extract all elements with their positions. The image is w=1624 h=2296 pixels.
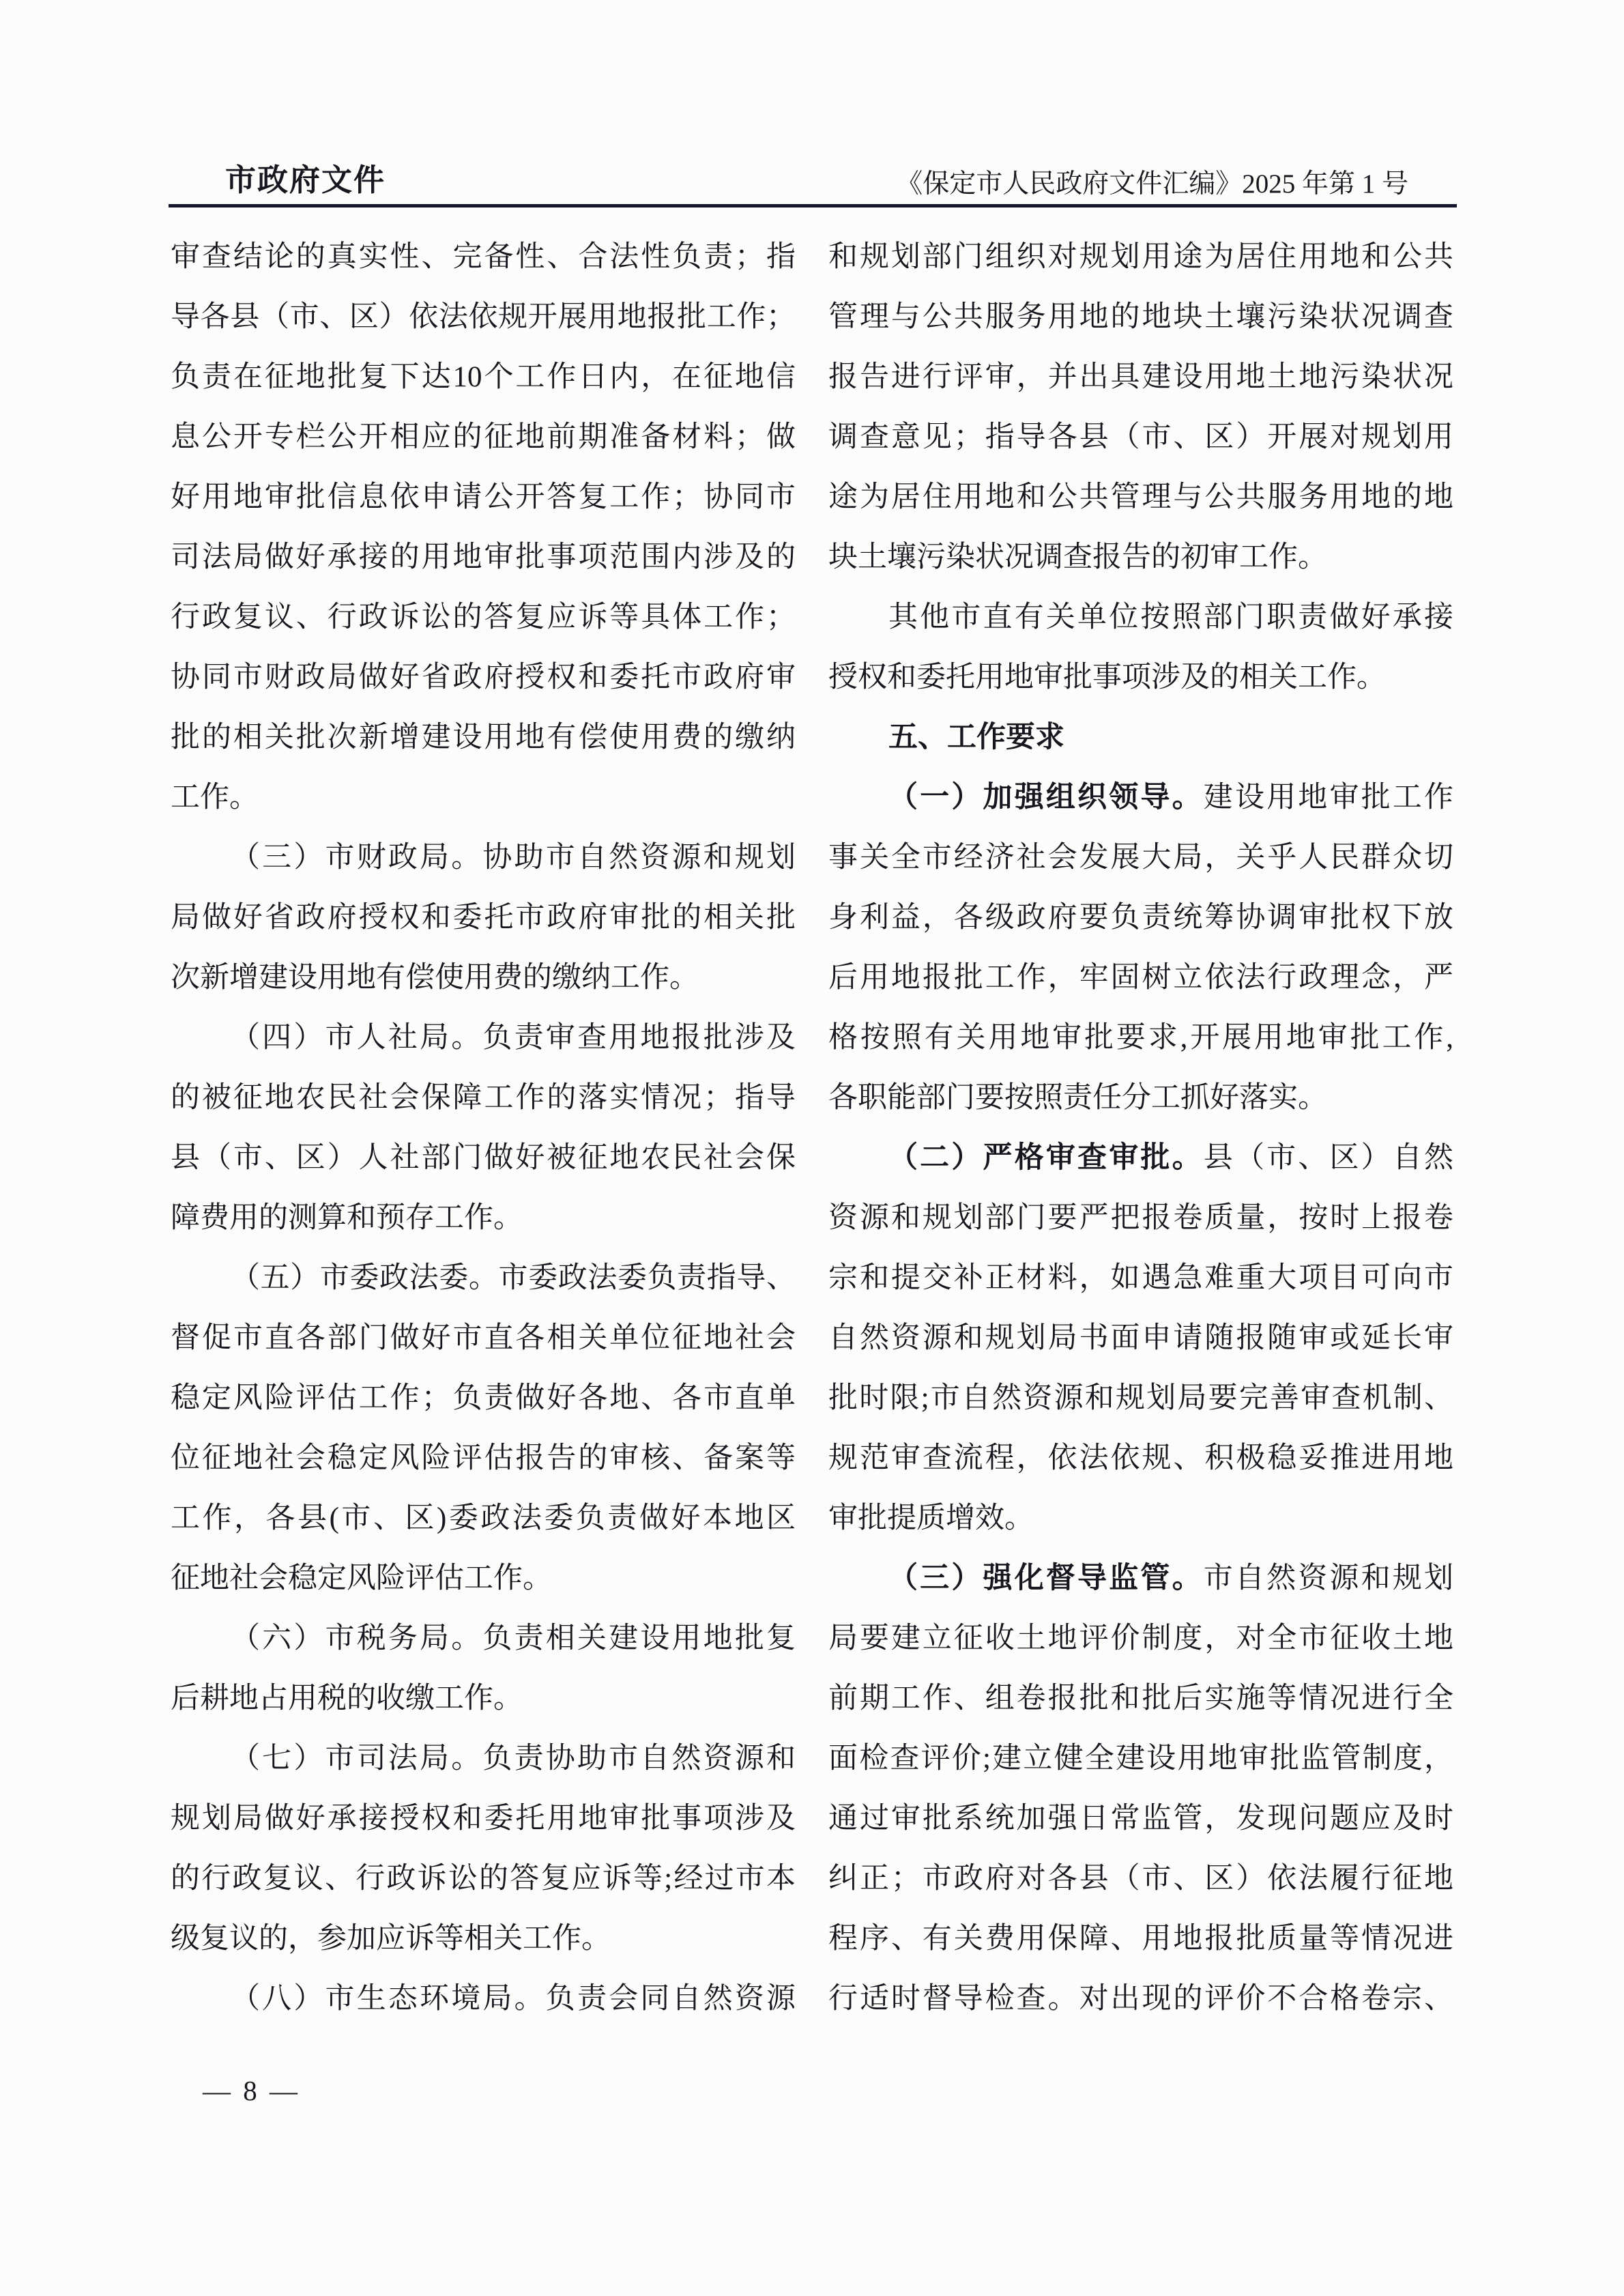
text-segment: 协助市自然资源和规划 bbox=[482, 842, 796, 874]
text-segment: （三）强化督导监管。 bbox=[888, 1562, 1204, 1594]
text-line bbox=[171, 407, 796, 468]
text-line bbox=[828, 227, 1453, 287]
text-segment: （三）市财政局。 bbox=[231, 842, 483, 874]
text-line bbox=[828, 1549, 1453, 1609]
text-segment: 前期工作、组卷报批和批后实施等情况进行全 bbox=[828, 1682, 1453, 1714]
text-segment: 市自然资源和规划 bbox=[1203, 1562, 1454, 1594]
text-segment: 行适时督导检查。对出现的评价不合格卷宗、 bbox=[828, 1983, 1453, 2015]
text-segment: 后用地报批工作，牢固树立依法行政理念，严 bbox=[828, 962, 1453, 994]
text-line bbox=[828, 1609, 1453, 1669]
text-segment: 程序、有关费用保障、用地报批质量等情况进 bbox=[828, 1923, 1453, 1955]
text-segment: 批时限;市自然资源和规划局要完善审查机制、 bbox=[828, 1382, 1453, 1414]
text-segment: （五）市委政法委。 bbox=[231, 1262, 499, 1294]
text-segment: （一）加强组织领导。 bbox=[888, 781, 1204, 814]
text-segment: 导各县（市、区）依法依规开展用地报批工作； bbox=[171, 301, 796, 333]
text-segment: 调查意见；指导各县（市、区）开展对规划用 bbox=[828, 421, 1453, 453]
text-line bbox=[828, 407, 1453, 468]
text-segment: 县（市、区）自然 bbox=[1203, 1142, 1454, 1174]
page-number: — 8 — bbox=[203, 2075, 300, 2106]
text-line bbox=[828, 828, 1453, 888]
text-segment: 后耕地占用税的收缴工作。 bbox=[171, 1682, 523, 1714]
text-segment: 息公开专栏公开相应的征地前期准备材料；做 bbox=[171, 421, 796, 453]
text-line bbox=[171, 468, 796, 528]
text-line bbox=[171, 1549, 796, 1609]
text-line bbox=[828, 1248, 1453, 1308]
text-segment: （八）市生态环境局。 bbox=[231, 1983, 546, 2015]
text-line bbox=[171, 828, 796, 888]
text-line bbox=[828, 1188, 1453, 1248]
text-line bbox=[171, 1128, 796, 1188]
text-segment: （六）市税务局。 bbox=[231, 1622, 483, 1654]
text-line bbox=[828, 888, 1453, 948]
text-line bbox=[828, 1008, 1453, 1068]
text-line bbox=[171, 1849, 796, 1909]
text-line bbox=[171, 768, 796, 828]
text-segment: 管理与公共服务用地的地块土壤污染状况调查 bbox=[828, 301, 1453, 333]
text-segment: 障费用的测算和预存工作。 bbox=[171, 1202, 523, 1234]
text-segment: 批的相关批次新增建设用地有偿使用费的缴纳 bbox=[171, 721, 796, 754]
text-segment: 资源和规划部门要严把报卷质量，按时上报卷 bbox=[828, 1202, 1453, 1234]
text-line bbox=[828, 1789, 1453, 1849]
text-line bbox=[171, 1729, 796, 1789]
text-segment: 负责审查用地报批涉及 bbox=[482, 1022, 796, 1054]
text-segment: 规划局做好承接授权和委托用地审批事项涉及 bbox=[171, 1803, 796, 1835]
text-segment: 的被征地农民社会保障工作的落实情况；指导 bbox=[171, 1082, 796, 1114]
text-line bbox=[171, 1609, 796, 1669]
text-segment: 其他市直有关单位按照部门职责做好承接 bbox=[888, 601, 1453, 633]
text-line bbox=[828, 1128, 1453, 1188]
text-segment: 县（市、区）人社部门做好被征地农民社会保 bbox=[171, 1142, 796, 1174]
text-segment: 审查结论的真实性、完备性、合法性负责；指 bbox=[171, 241, 796, 273]
text-segment: 建设用地审批工作 bbox=[1203, 781, 1454, 814]
text-line bbox=[828, 1729, 1453, 1789]
text-segment: 协同市财政局做好省政府授权和委托市政府审 bbox=[171, 661, 796, 693]
text-segment: （二）严格审查审批。 bbox=[888, 1142, 1204, 1174]
text-line bbox=[171, 287, 796, 347]
text-line bbox=[828, 1429, 1453, 1489]
text-segment: 稳定风险评估工作；负责做好各地、各市直单 bbox=[171, 1382, 796, 1414]
text-line bbox=[828, 347, 1453, 407]
text-line bbox=[828, 1489, 1453, 1549]
text-segment: 自然资源和规划局书面申请随报随审或延长审 bbox=[828, 1322, 1453, 1354]
text-segment: 块土壤污染状况调查报告的初审工作。 bbox=[828, 541, 1327, 573]
text-segment: 好用地审批信息依申请公开答复工作；协同市 bbox=[171, 481, 796, 513]
text-line bbox=[171, 1669, 796, 1729]
header-right-title: 《保定市人民政府文件汇编》2025 年第 1 号 bbox=[896, 169, 1408, 199]
text-line bbox=[828, 468, 1453, 528]
text-segment: 局要建立征收土地评价制度，对全市征收土地 bbox=[828, 1622, 1453, 1654]
text-line bbox=[171, 227, 796, 287]
text-line bbox=[828, 1308, 1453, 1368]
text-line bbox=[828, 1909, 1453, 1969]
text-segment: 宗和提交补正材料，如遇急难重大项目可向市 bbox=[828, 1262, 1453, 1294]
text-segment: 工作。 bbox=[171, 781, 259, 814]
header-rule bbox=[169, 204, 1457, 207]
text-line bbox=[828, 588, 1453, 648]
text-line bbox=[828, 1969, 1453, 2029]
text-line bbox=[828, 528, 1453, 588]
body-column-left bbox=[171, 227, 796, 2029]
text-line bbox=[171, 1969, 796, 2029]
text-line bbox=[171, 1789, 796, 1849]
text-line bbox=[171, 1248, 796, 1308]
text-line bbox=[828, 1368, 1453, 1429]
text-segment: （七）市司法局。 bbox=[231, 1742, 483, 1775]
text-line bbox=[171, 1368, 796, 1429]
text-segment: 纠正；市政府对各县（市、区）依法履行征地 bbox=[828, 1863, 1453, 1895]
text-segment: 征地社会稳定风险评估工作。 bbox=[171, 1562, 552, 1594]
text-segment: 工作，各县(市、区)委政法委负责做好本地区 bbox=[171, 1502, 796, 1534]
text-segment: 规范审查流程，依法依规、积极稳妥推进用地 bbox=[828, 1442, 1453, 1474]
text-line bbox=[171, 948, 796, 1008]
text-line bbox=[171, 588, 796, 648]
body-column-right bbox=[828, 227, 1453, 2029]
text-segment: 督促市直各部门做好市直各相关单位征地社会 bbox=[171, 1322, 796, 1354]
text-line bbox=[171, 347, 796, 407]
text-line bbox=[171, 528, 796, 588]
text-line bbox=[828, 1068, 1453, 1128]
text-line bbox=[828, 1669, 1453, 1729]
text-line bbox=[171, 1489, 796, 1549]
text-line bbox=[171, 708, 796, 768]
text-segment: 途为居住用地和公共管理与公共服务用地的地 bbox=[828, 481, 1453, 513]
text-segment: 报告进行评审，并出具建设用地土地污染状况 bbox=[828, 361, 1453, 393]
text-segment: 审批提质增效。 bbox=[828, 1502, 1034, 1534]
text-line bbox=[828, 287, 1453, 347]
text-segment: 级复议的，参加应诉等相关工作。 bbox=[171, 1923, 611, 1955]
text-segment: 负责会同自然资源 bbox=[545, 1983, 796, 2015]
text-line bbox=[828, 948, 1453, 1008]
text-segment: 授权和委托用地审批事项涉及的相关工作。 bbox=[828, 661, 1386, 693]
text-line bbox=[828, 648, 1453, 708]
header-left-title: 市政府文件 bbox=[225, 162, 386, 197]
text-segment: 局做好省政府授权和委托市政府审批的相关批 bbox=[171, 902, 796, 934]
text-line bbox=[171, 1008, 796, 1068]
text-line bbox=[171, 1308, 796, 1368]
text-line bbox=[828, 708, 1453, 768]
text-line bbox=[828, 768, 1453, 828]
text-segment: 市委政法委负责指导、 bbox=[498, 1262, 796, 1294]
text-segment: 的行政复议、行政诉讼的答复应诉等;经过市本 bbox=[171, 1863, 796, 1895]
text-segment: 行政复议、行政诉讼的答复应诉等具体工作； bbox=[171, 601, 796, 633]
text-line bbox=[171, 1188, 796, 1248]
text-segment: 通过审批系统加强日常监管，发现问题应及时 bbox=[828, 1803, 1453, 1835]
text-segment: （四）市人社局。 bbox=[231, 1022, 483, 1054]
text-line bbox=[171, 1429, 796, 1489]
text-segment: 事关全市经济社会发展大局，关乎人民群众切 bbox=[828, 842, 1453, 874]
text-segment: 五、工作要求 bbox=[888, 721, 1064, 754]
text-segment: 各职能部门要按照责任分工抓好落实。 bbox=[828, 1082, 1327, 1114]
text-segment: 格按照有关用地审批要求,开展用地审批工作, bbox=[828, 1022, 1453, 1054]
text-line bbox=[828, 1849, 1453, 1909]
text-line bbox=[171, 888, 796, 948]
text-segment: 次新增建设用地有偿使用费的缴纳工作。 bbox=[171, 962, 699, 994]
text-line bbox=[171, 1909, 796, 1969]
text-segment: 位征地社会稳定风险评估报告的审核、备案等 bbox=[171, 1442, 796, 1474]
text-line bbox=[171, 648, 796, 708]
text-line bbox=[171, 1068, 796, 1128]
text-segment: 负责在征地批复下达10个工作日内，在征地信 bbox=[171, 361, 796, 393]
text-segment: 负责协助市自然资源和 bbox=[482, 1742, 796, 1775]
text-segment: 司法局做好承接的用地审批事项范围内涉及的 bbox=[171, 541, 796, 573]
text-segment: 面检查评价;建立健全建设用地审批监管制度， bbox=[828, 1742, 1453, 1775]
text-segment: 身利益，各级政府要负责统筹协调审批权下放 bbox=[828, 902, 1453, 934]
text-segment: 和规划部门组织对规划用途为居住用地和公共 bbox=[828, 241, 1453, 273]
text-segment: 负责相关建设用地批复 bbox=[482, 1622, 796, 1654]
